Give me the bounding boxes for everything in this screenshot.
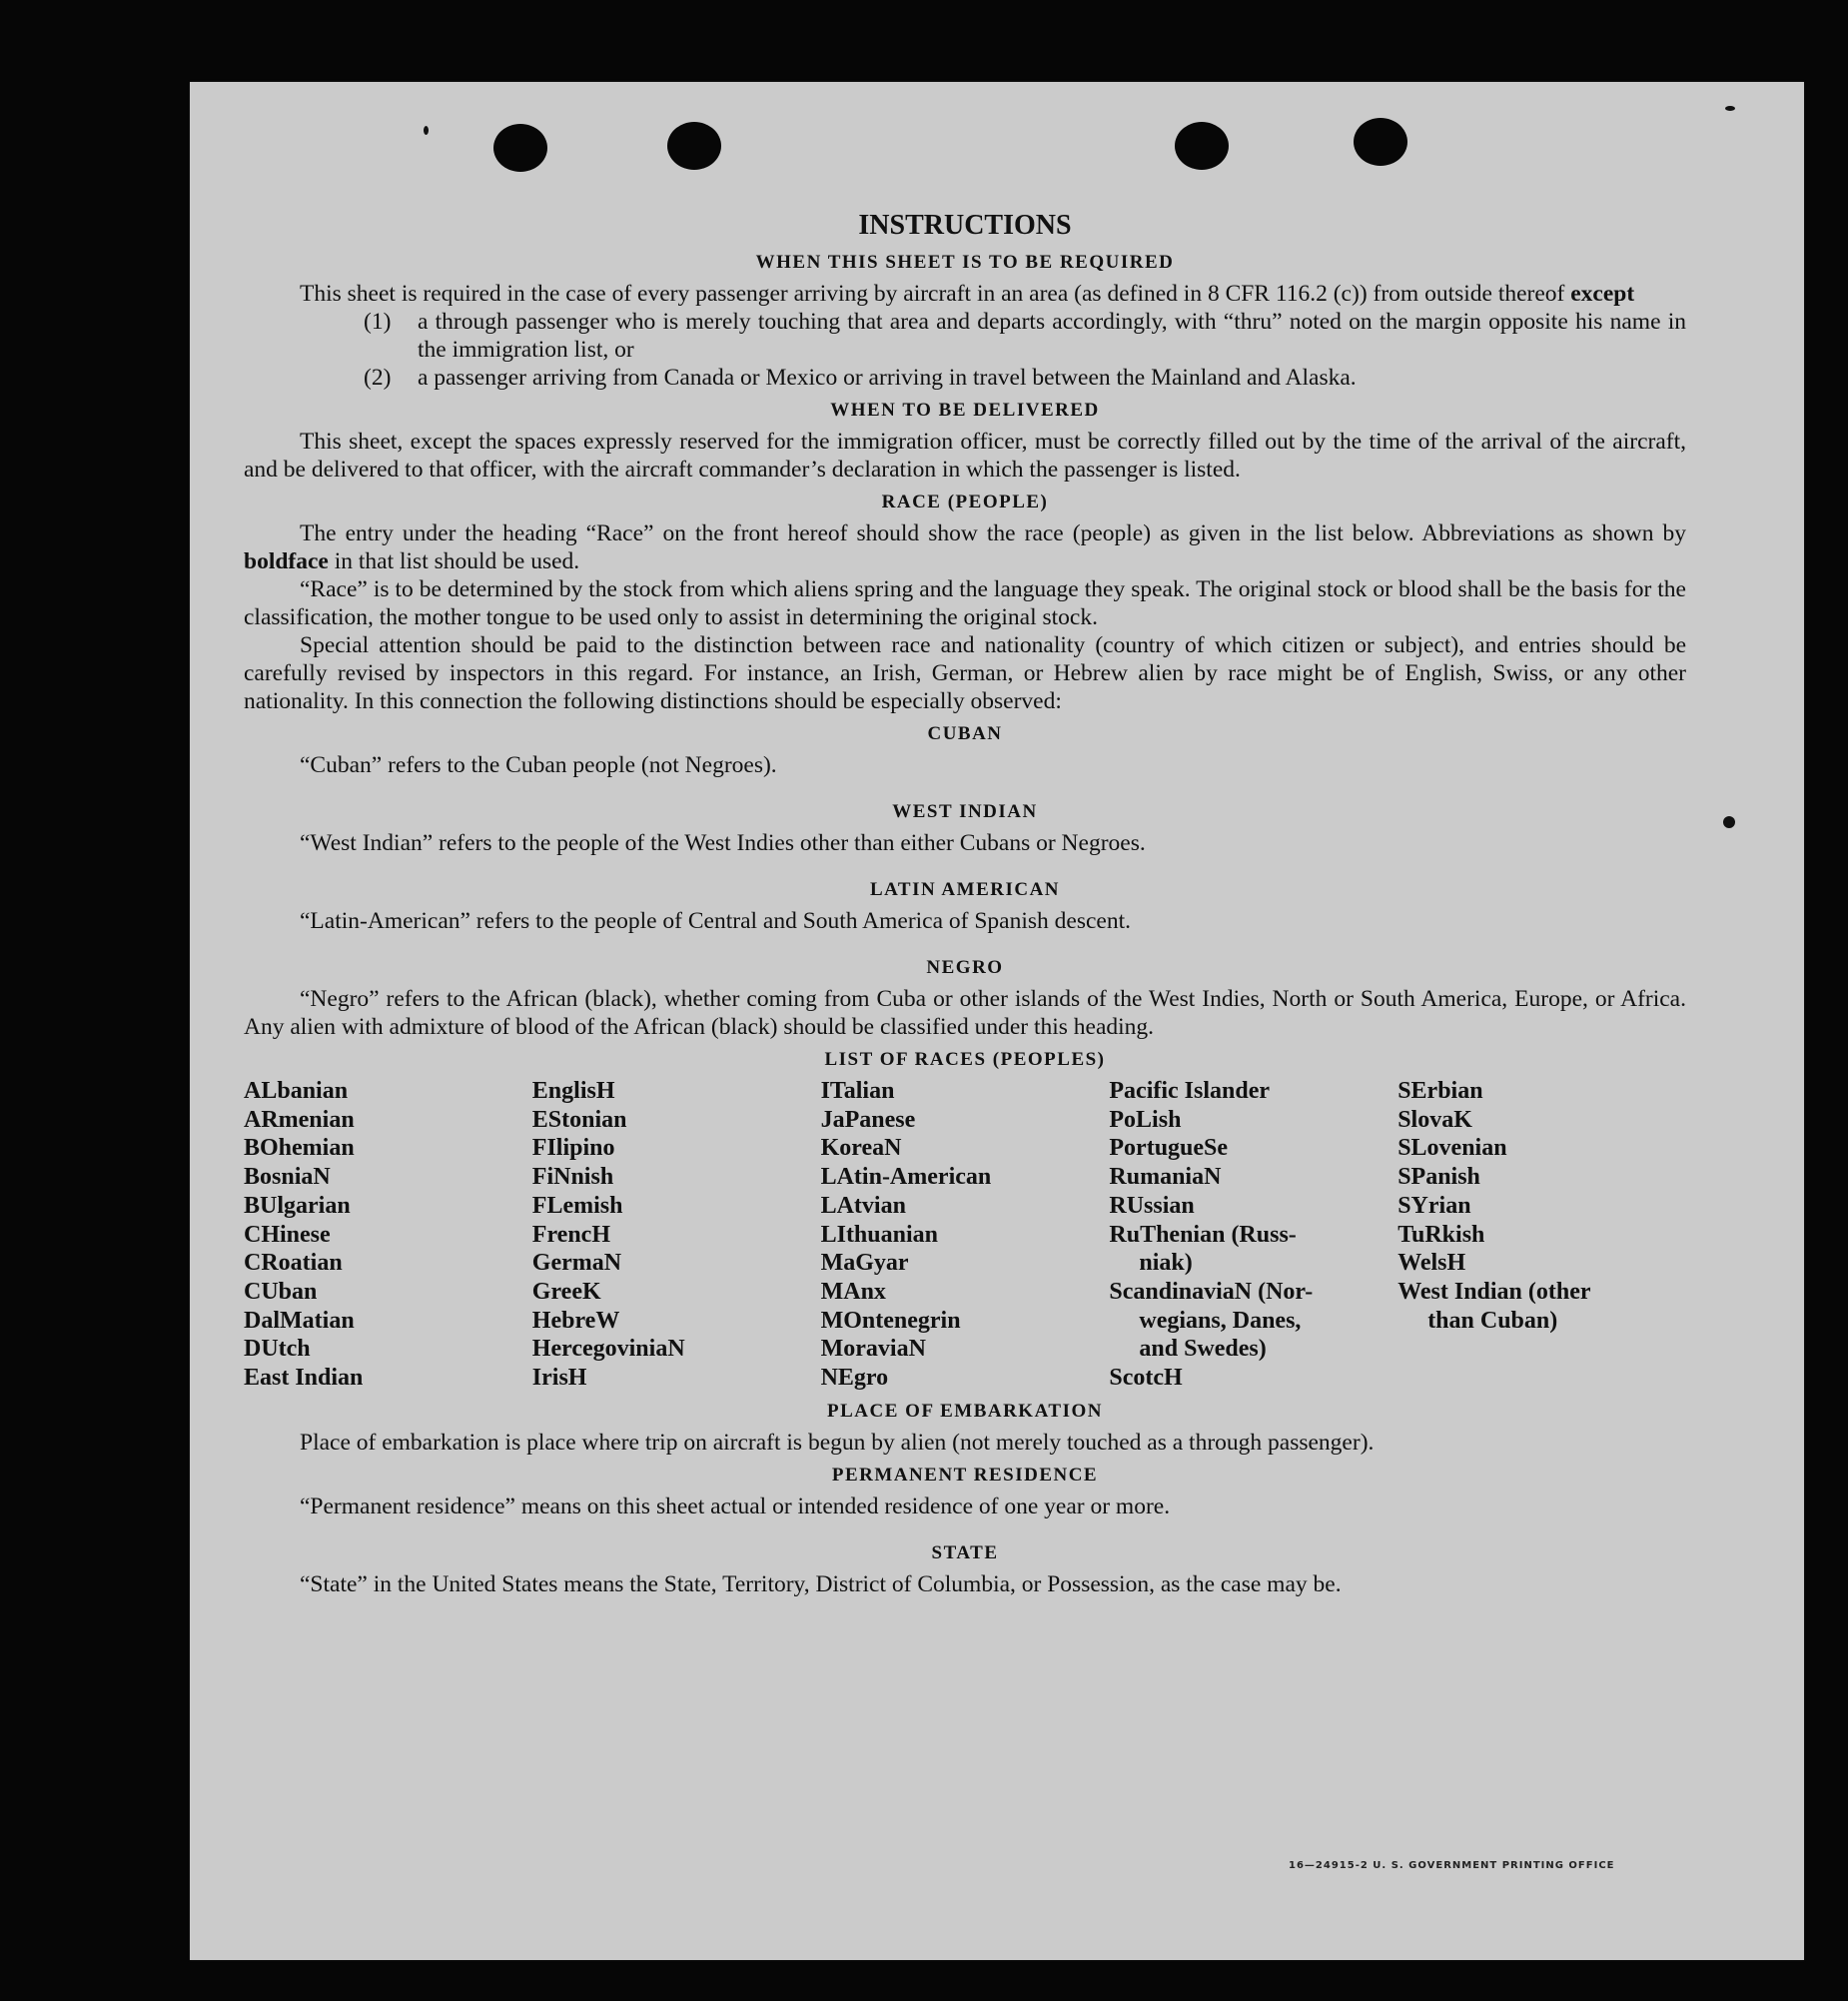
race-entry: CRoatian (244, 1250, 343, 1277)
section-heading-permanent-residence: PERMANENT RESIDENCE (831, 1464, 1099, 1486)
race-entry: RUssian (1109, 1192, 1195, 1219)
item-text: a passenger arriving from Canada or Mexico or arriving in travel between the Mainland and Alaska. (418, 365, 1357, 391)
race-entry: SErbian (1397, 1078, 1483, 1104)
race-entry: RumaniaN (1109, 1164, 1222, 1191)
races-column-4 (1109, 1077, 1397, 1393)
residence-paragraph: “Permanent residence” means on this sheet actual or intended residence of one year or more. (300, 1493, 1171, 1519)
race-entry: LIthuanian (820, 1221, 938, 1248)
race-entry: PoLish (1109, 1106, 1182, 1133)
race-entry: West Indian (other (1397, 1278, 1591, 1305)
race-paragraph-1 (244, 519, 1686, 575)
race-entry: CHinese (244, 1221, 331, 1248)
race-entry: MAnx (820, 1278, 886, 1305)
race-entry: BOhemian (244, 1135, 355, 1162)
required-paragraph (244, 280, 1686, 308)
punch-hole (1354, 118, 1407, 166)
item-number: (2) (364, 365, 392, 391)
exception-item-2 (364, 364, 1686, 392)
race-entry: SYrian (1397, 1192, 1471, 1219)
race-entry: MaGyar (820, 1250, 909, 1277)
instructions-content (244, 208, 1686, 1598)
section-heading-when-delivered: WHEN TO BE DELIVERED (830, 400, 1100, 421)
race-paragraph-2: “Race” is to be determined by the stock from which aliens spring and the language they speak. The original stock or blood shall be the basis for the classification, the mother tongue to be used only to assist in determining the original stock. (244, 576, 1686, 630)
race-entry: Pacific Islander (1109, 1078, 1271, 1104)
race-entry: ARmenian (244, 1106, 355, 1133)
embarkation-paragraph: Place of embarkation is place where trip on aircraft is begun by alien (not merely touched as a through passenger). (300, 1429, 1375, 1456)
item-number: (1) (364, 309, 392, 335)
speck (1725, 106, 1735, 111)
race-entry: GermaN (531, 1250, 622, 1277)
race-entry: KoreaN (820, 1135, 902, 1162)
race-entry: niak) (1139, 1250, 1193, 1277)
race-entry: FLemish (531, 1192, 623, 1219)
cuban-paragraph: “Cuban” refers to the Cuban people (not Negroes). (300, 752, 777, 778)
race-entry: East Indian (244, 1365, 364, 1392)
latin-american-paragraph: “Latin-American” refers to the people of Central and South America of Spanish descent. (300, 908, 1132, 934)
race-entry: SlovaK (1397, 1106, 1472, 1133)
section-heading-embarkation: PLACE OF EMBARKATION (827, 1400, 1103, 1422)
punch-hole (493, 124, 547, 172)
race-entry: ScandinaviaN (Nor- (1109, 1278, 1314, 1305)
document-sheet (190, 82, 1804, 1960)
race-entry: EnglisH (531, 1078, 615, 1104)
race-entry: FIlipino (531, 1135, 615, 1162)
required-text: This sheet is required in the case of every passenger arriving by aircraft in an area (as defined in 8 CFR 116.2 (c)) from outside thereof (300, 281, 1571, 307)
item-text: a through passenger who is merely touching that area and departs accordingly, with “thru” noted on the margin opposite his name in the immigration list, or (418, 309, 1686, 363)
race-entry: LAtvian (820, 1192, 906, 1219)
race-entry: IrisH (531, 1365, 587, 1392)
races-list (244, 1077, 1686, 1393)
delivered-paragraph: This sheet, except the spaces expressly reserved for the immigration officer, must be correctly filled out by the time of the arrival of the aircraft, and be delivered to that officer, with the aircraft commander’s declaration in which the passenger is listed. (244, 429, 1686, 483)
section-heading-latin-american: LATIN AMERICAN (869, 879, 1061, 900)
race-entry: HebreW (531, 1307, 620, 1334)
race-entry: MoraviaN (820, 1336, 926, 1363)
race-entry: CUban (244, 1278, 318, 1305)
section-heading-state: STATE (931, 1541, 999, 1563)
race-entry: ALbanian (244, 1078, 349, 1104)
race-text: in that list should be used. (328, 548, 580, 574)
race-entry: BUlgarian (244, 1192, 351, 1219)
races-column-2 (532, 1077, 821, 1393)
speck (424, 126, 429, 135)
race-entry: DUtch (244, 1336, 311, 1363)
section-heading-list-of-races: LIST OF RACES (PEOPLES) (824, 1049, 1106, 1070)
race-entry: BosniaN (244, 1164, 331, 1191)
section-heading-when-required: WHEN THIS SHEET IS TO BE REQUIRED (755, 252, 1175, 273)
races-column-3 (821, 1077, 1110, 1393)
race-entry: ScotcH (1109, 1365, 1183, 1392)
section-heading-cuban: CUBAN (927, 723, 1003, 744)
west-indian-paragraph: “West Indian” refers to the people of the West Indies other than either Cubans or Negroes. (300, 830, 1146, 856)
section-heading-race: RACE (PEOPLE) (881, 492, 1049, 512)
race-entry: FrencH (531, 1221, 610, 1248)
race-entry: RuThenian (Russ- (1109, 1221, 1297, 1248)
punch-hole (1175, 122, 1229, 170)
race-entry: FiNnish (531, 1164, 614, 1191)
race-entry: GreeK (531, 1278, 601, 1305)
race-entry: EStonian (531, 1106, 627, 1133)
boldface-word: boldface (244, 548, 329, 574)
negro-paragraph: “Negro” refers to the African (black), whether coming from Cuba or other islands of the West Indies, North or South America, Europe, or Africa. Any alien with admixture of blood of the African (black) should be classified under this heading. (244, 986, 1686, 1040)
race-entry: SLovenian (1397, 1135, 1507, 1162)
race-entry: HercegoviniaN (531, 1336, 685, 1363)
state-paragraph: “State” in the United States means the State, Territory, District of Columbia, or Possession, as the case may be. (300, 1570, 1342, 1597)
section-heading-negro: NEGRO (926, 957, 1004, 978)
race-entry: PortugueSe (1109, 1135, 1229, 1162)
race-paragraph-3: Special attention should be paid to the distinction between race and nationality (country of which citizen or subject), and entries should be carefully revised by inspectors in this regard. For instance, an Irish, German, or Hebrew alien by race might be of English, Swiss, or any other nationality. In this connection the following distinctions should be especially observed: (244, 632, 1686, 714)
race-entry: ITalian (820, 1078, 895, 1104)
race-entry: MOntenegrin (820, 1307, 961, 1334)
race-text: The entry under the heading “Race” on the front hereof should show the race (people) as given in the list below. Abbreviations as shown by (300, 520, 1686, 546)
race-entry: WelsH (1397, 1250, 1466, 1277)
races-column-1 (244, 1077, 532, 1393)
race-entry: NEgro (820, 1365, 889, 1392)
exception-item-1 (364, 308, 1686, 364)
race-entry: DalMatian (244, 1307, 355, 1334)
race-entry: JaPanese (820, 1106, 916, 1133)
speck (1723, 816, 1735, 828)
race-entry: TuRkish (1397, 1221, 1485, 1248)
race-entry: SPanish (1397, 1164, 1480, 1191)
printing-office-code: 16—24915-2 U. S. GOVERNMENT PRINTING OFFICE (1289, 1860, 1615, 1871)
section-heading-west-indian: WEST INDIAN (892, 801, 1038, 822)
except-bold: except (1570, 281, 1635, 307)
race-entry: LAtin-American (820, 1164, 992, 1191)
page-title: INSTRUCTIONS (858, 210, 1072, 241)
races-column-5 (1397, 1077, 1686, 1393)
race-entry: than Cuban) (1427, 1307, 1558, 1334)
punch-hole (667, 122, 721, 170)
race-entry: and Swedes) (1139, 1336, 1267, 1363)
race-entry: wegians, Danes, (1139, 1307, 1302, 1334)
